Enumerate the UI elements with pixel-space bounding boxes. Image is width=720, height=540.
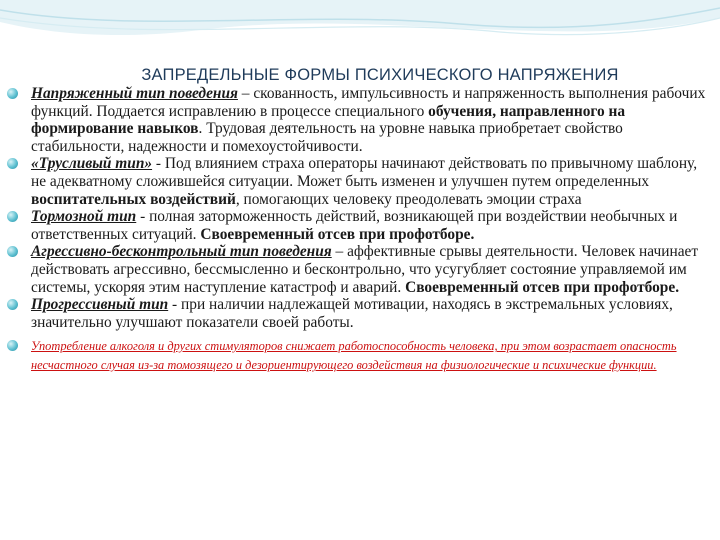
item-text: - при наличии надлежащей мотивации, находясь в экстремальных условиях, значительно улучшают показатели своей работы.: [31, 296, 673, 331]
bullet-icon: [7, 340, 18, 351]
term-label: Прогрессивный тип: [31, 296, 169, 314]
list-item: [0, 243, 720, 296]
warning-text: Употребление алкоголя и других стимуляторов снижает работоспособность человека, при этом возрастает опасность несчастного случая из-за томозящего и дезориентирующего воздействия на физиологические и психические функции.: [31, 339, 677, 373]
decorative-header-waves: [0, 0, 720, 62]
bullet-icon: [7, 88, 18, 99]
term-label: Напряженный тип поведения: [31, 85, 238, 102]
item-text: – аффективные срывы деятельности. Человек начинает действовать агрессивно, бессмысленно и бесконтрольно, что усугубляет состояние управляемой им системы, ускоряя этим наступление катастроф и аварий.: [31, 243, 699, 296]
term-label: Агрессивно-бесконтрольный тип поведения: [31, 243, 332, 261]
item-text: , помогающих человеку преодолевать эмоции страха: [235, 190, 582, 208]
bullet-list: [0, 85, 720, 375]
item-text: - Под влиянием страха операторы начинают действовать по привычному шаблону, не адекватному сложившейся ситуации. Может быть изменен и улучшен путем определенных: [31, 155, 698, 190]
list-item: [0, 296, 720, 331]
item-emphasis: Своевременный отсев при профотборе.: [405, 278, 680, 296]
item-emphasis: воспитательных воздействий: [31, 190, 236, 208]
term-label: Тормозной тип: [31, 208, 137, 226]
list-item: [0, 155, 720, 208]
item-emphasis: Своевременный отсев при профотборе.: [200, 225, 475, 243]
list-item: [0, 85, 720, 155]
slide-title: ЗАПРЕДЕЛЬНЫЕ ФОРМЫ ПСИХИЧЕСКОГО НАПРЯЖЕНИЯ: [141, 66, 619, 84]
item-text: – скованность, импульсивность и напряженность выполнения рабочих функций. Поддается исправлению в процессе специального: [31, 85, 706, 120]
item-emphasis: обучения, направленного на формирование навыков: [31, 102, 626, 138]
bullet-icon: [7, 246, 18, 257]
bullet-icon: [7, 158, 18, 169]
bullet-icon: [7, 299, 18, 310]
list-item-warning: [0, 337, 720, 375]
item-text: . Трудовая деятельность на уровне навыка приобретает свойство стабильности, надежности и помехоустойчивости.: [31, 120, 623, 155]
bullet-icon: [7, 211, 18, 222]
item-text: - полная заторможенность действий, возникающей при воздействии необычных и ответственных ситуаций.: [31, 208, 678, 243]
list-item: [0, 208, 720, 243]
term-label: «Трусливый тип»: [31, 155, 153, 173]
